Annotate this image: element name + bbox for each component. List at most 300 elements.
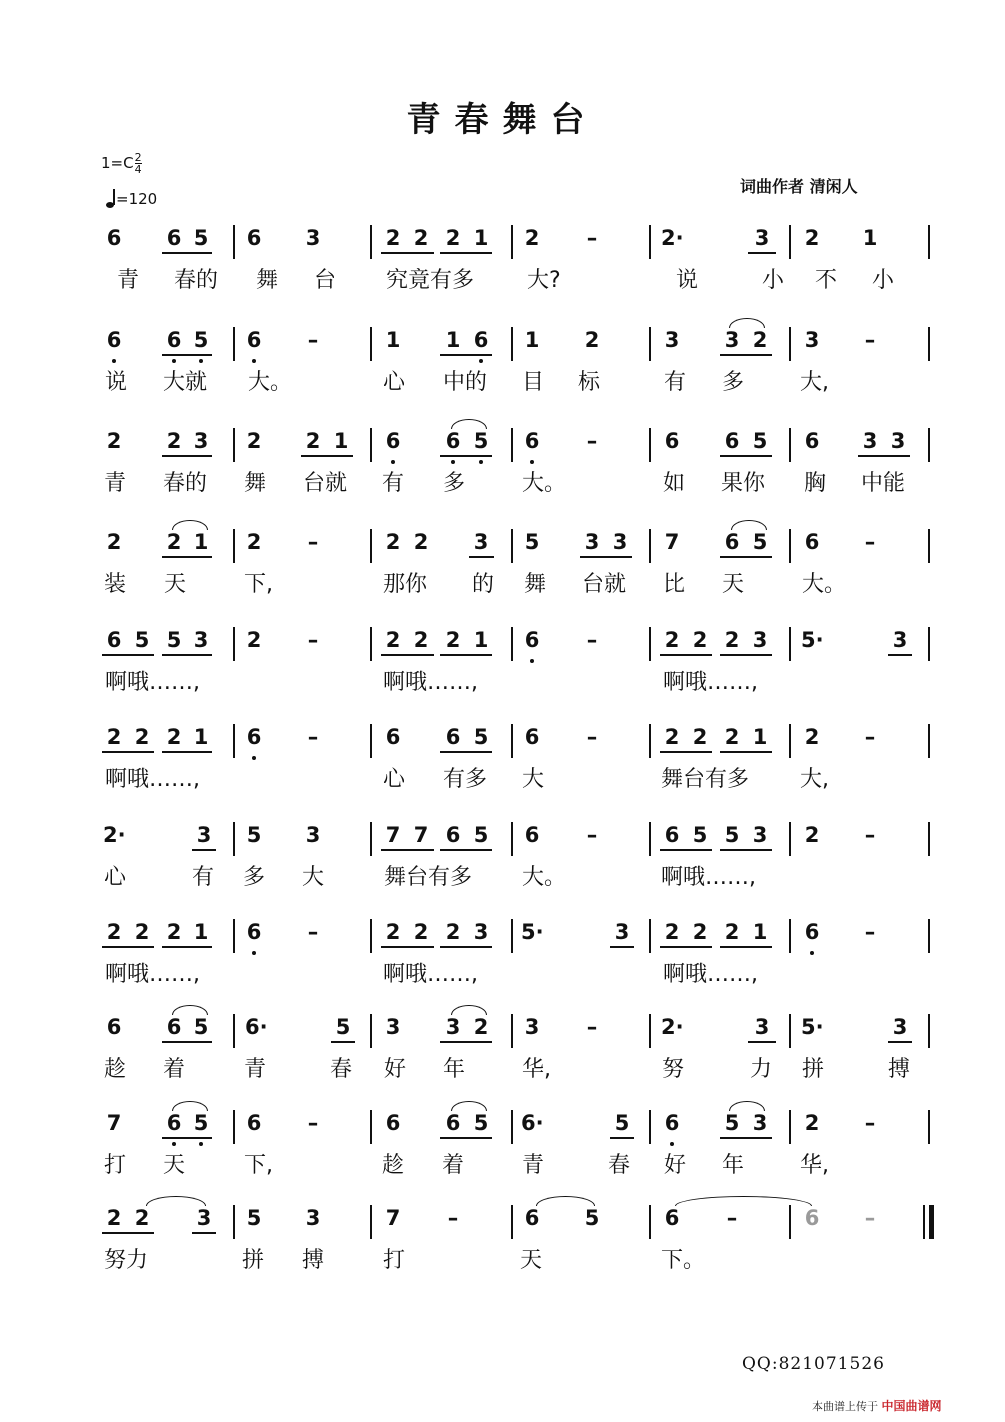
bar-line	[789, 327, 791, 361]
note: 6	[524, 725, 540, 749]
eighth-underline	[381, 849, 434, 851]
lyric: 多	[722, 370, 745, 395]
note: 3	[524, 1015, 540, 1039]
bar-line	[789, 225, 791, 259]
lyric: 大就	[163, 370, 208, 395]
note: 2	[134, 1206, 150, 1230]
note: 2	[106, 920, 122, 944]
note: –	[726, 1206, 738, 1230]
lyric: 下,	[244, 572, 273, 597]
bar-line	[233, 1014, 235, 1048]
note: –	[307, 725, 319, 749]
eighth-underline	[888, 1041, 912, 1043]
note: 2	[246, 530, 262, 554]
note: 6	[473, 328, 489, 352]
bar-line	[649, 327, 651, 361]
note: 2	[473, 1015, 489, 1039]
bar-line	[233, 529, 235, 563]
bar-line	[511, 225, 513, 259]
note: 6	[445, 725, 461, 749]
note: –	[864, 725, 876, 749]
note: 5	[473, 1111, 489, 1135]
note: 6	[804, 429, 820, 453]
lyric: 啊哦……,	[105, 767, 200, 792]
note: 5·	[801, 628, 824, 652]
lyric: 青	[522, 1153, 545, 1178]
note: 2	[413, 920, 429, 944]
bar-line	[789, 1205, 791, 1239]
note: –	[307, 628, 319, 652]
key-signature	[101, 152, 142, 175]
note: 6	[445, 823, 461, 847]
bar-line	[370, 529, 372, 563]
low-octave-dot	[199, 359, 203, 363]
site-logo: 中国曲谱网	[881, 1399, 942, 1413]
lyric: 打	[383, 1248, 406, 1273]
note: 2	[692, 628, 708, 652]
note: 3	[892, 628, 908, 652]
note: 6	[804, 530, 820, 554]
bar-line	[928, 327, 930, 361]
bar-line	[370, 627, 372, 661]
time-signature	[135, 152, 142, 175]
bar-line	[370, 1205, 372, 1239]
lyric: 啊哦……,	[383, 670, 478, 695]
bar-line	[649, 1014, 651, 1048]
low-octave-dot	[391, 460, 395, 464]
note: 6	[804, 920, 820, 944]
lyric: 大。	[522, 865, 567, 890]
note: 3	[890, 429, 906, 453]
low-octave-dot	[172, 1142, 176, 1146]
bar-line	[370, 724, 372, 758]
eighth-underline	[660, 751, 712, 753]
bar-line	[233, 919, 235, 953]
lyric: 青	[104, 471, 127, 496]
lyric: 啊哦……,	[105, 962, 200, 987]
bar-line	[370, 919, 372, 953]
note: 6	[724, 530, 740, 554]
note: 3	[196, 823, 212, 847]
low-octave-dot	[810, 951, 814, 955]
note: 5	[473, 429, 489, 453]
note: 3	[473, 530, 489, 554]
note: 3	[754, 226, 770, 250]
eighth-underline	[720, 849, 772, 851]
note: 6	[524, 628, 540, 652]
bar-line	[928, 1110, 930, 1144]
lyric: 说	[105, 370, 128, 395]
note: 6	[385, 725, 401, 749]
note: 1	[193, 920, 209, 944]
score-row	[0, 428, 1005, 508]
note: –	[447, 1206, 459, 1230]
composer-credit: 词曲作者 清闲人	[740, 177, 858, 196]
bar-line	[928, 724, 930, 758]
lyric: 舞台有多	[384, 865, 473, 890]
note: 2	[106, 1206, 122, 1230]
bar-line	[233, 822, 235, 856]
lyric: 天	[163, 1153, 186, 1178]
lyric: 青	[244, 1057, 267, 1082]
bar-line	[649, 627, 651, 661]
note: 2	[752, 328, 768, 352]
song-title: 青春舞台	[406, 100, 599, 140]
note: 3	[754, 1015, 770, 1039]
eighth-underline	[660, 654, 712, 656]
low-octave-dot	[479, 460, 483, 464]
eighth-underline	[748, 252, 776, 254]
qq-contact: QQ:821071526	[742, 1354, 885, 1374]
note: 3	[193, 429, 209, 453]
lyric: 胸	[804, 471, 827, 496]
bar-line	[649, 1110, 651, 1144]
note: 5	[193, 328, 209, 352]
lyric: 搏	[302, 1248, 325, 1273]
note: 2·	[103, 823, 126, 847]
slur	[451, 419, 487, 429]
note: 3	[862, 429, 878, 453]
note: 6	[166, 328, 182, 352]
note: 2	[724, 628, 740, 652]
eighth-underline	[720, 556, 772, 558]
tempo-mark	[106, 188, 157, 208]
note: 5	[134, 628, 150, 652]
lyric: 啊哦……,	[105, 670, 200, 695]
note: –	[864, 823, 876, 847]
eighth-underline	[720, 751, 772, 753]
eighth-underline	[102, 1232, 154, 1234]
eighth-underline	[381, 946, 434, 948]
note: 2	[524, 226, 540, 250]
lyric: 啊哦……,	[661, 865, 756, 890]
low-octave-dot	[252, 359, 256, 363]
note: 7	[385, 823, 401, 847]
bar-line	[649, 428, 651, 462]
note: 5	[193, 1015, 209, 1039]
eighth-underline	[660, 946, 712, 948]
lyric: 啊哦……,	[663, 962, 758, 987]
eighth-underline	[162, 751, 212, 753]
lyric: 年	[443, 1057, 466, 1082]
note: –	[586, 1015, 598, 1039]
eighth-underline	[192, 849, 216, 851]
eighth-underline	[162, 1041, 212, 1043]
eighth-underline	[440, 455, 492, 457]
note: 6	[445, 1111, 461, 1135]
bar-line	[789, 1110, 791, 1144]
note: 1	[385, 328, 401, 352]
bar-line	[370, 225, 372, 259]
note: 6	[246, 226, 262, 250]
lyric: 不	[815, 268, 838, 293]
low-octave-dot	[670, 1142, 674, 1146]
lyric: 春的	[174, 268, 219, 293]
bar-line	[649, 1205, 651, 1239]
note: 2	[134, 920, 150, 944]
note: 6	[445, 429, 461, 453]
low-octave-dot	[451, 460, 455, 464]
slur	[172, 520, 208, 530]
time-bottom: 4	[134, 163, 142, 176]
lyric: 打	[104, 1153, 127, 1178]
lyric: 心	[383, 767, 406, 792]
note: –	[586, 725, 598, 749]
lyric: 力	[750, 1057, 773, 1082]
score-row	[0, 724, 1005, 804]
lyric: 春	[608, 1153, 631, 1178]
eighth-underline	[162, 354, 212, 356]
note: 3	[193, 628, 209, 652]
note: 1	[473, 226, 489, 250]
score-row	[0, 919, 1005, 999]
key-prefix: 1=C	[101, 154, 134, 172]
note: 6	[664, 823, 680, 847]
lyric: 趁	[104, 1057, 127, 1082]
slur	[451, 1101, 487, 1111]
note: 6	[246, 1111, 262, 1135]
note: 6	[106, 226, 122, 250]
lyric: 啊哦……,	[383, 962, 478, 987]
note: 5	[246, 823, 262, 847]
note: 5	[692, 823, 708, 847]
slur	[675, 1196, 812, 1206]
score-row	[0, 327, 1005, 407]
lyric: 大	[302, 865, 325, 890]
eighth-underline	[720, 654, 772, 656]
note: 5	[614, 1111, 630, 1135]
eighth-underline	[162, 455, 212, 457]
lyric: 说	[676, 268, 699, 293]
bar-line	[789, 428, 791, 462]
note: –	[586, 226, 598, 250]
lyric: 拼	[242, 1248, 265, 1273]
note: 6	[166, 1015, 182, 1039]
note: 2	[166, 725, 182, 749]
note: 7	[664, 530, 680, 554]
note: 2	[804, 226, 820, 250]
note: 2	[385, 920, 401, 944]
lyric: 华,	[522, 1057, 551, 1082]
note: 2	[413, 530, 429, 554]
lyric: 有	[664, 370, 687, 395]
note: 2	[724, 725, 740, 749]
lyric: 台	[314, 268, 337, 293]
note: 2	[305, 429, 321, 453]
eighth-underline	[440, 654, 492, 656]
lyric: 春的	[163, 471, 208, 496]
note: 2	[445, 920, 461, 944]
note: 6	[524, 1206, 540, 1230]
note: 2·	[661, 1015, 684, 1039]
lyric: 有多	[443, 767, 488, 792]
note: 2	[804, 1111, 820, 1135]
bar-line	[928, 822, 930, 856]
lyric: 大,	[800, 767, 829, 792]
lyric: 春	[330, 1057, 353, 1082]
note: 1	[193, 725, 209, 749]
lyric: 好	[384, 1057, 407, 1082]
lyric: 天	[722, 572, 745, 597]
note: 2	[664, 920, 680, 944]
bar-line	[928, 428, 930, 462]
lyric: 如	[663, 471, 686, 496]
lyric: 着	[163, 1057, 186, 1082]
note: 3	[305, 1206, 321, 1230]
eighth-underline	[440, 354, 492, 356]
eighth-underline	[102, 751, 154, 753]
lyric: 下,	[244, 1153, 273, 1178]
note: –	[307, 328, 319, 352]
note: –	[586, 823, 598, 847]
lyric: 台就	[303, 471, 348, 496]
eighth-underline	[192, 1232, 216, 1234]
eighth-underline	[102, 654, 154, 656]
bar-line	[511, 529, 513, 563]
note: 1	[333, 429, 349, 453]
eighth-underline	[748, 1041, 776, 1043]
bar-line	[233, 225, 235, 259]
note: 3	[664, 328, 680, 352]
lyric: 趁	[382, 1153, 405, 1178]
note: 1	[752, 725, 768, 749]
bar-line	[649, 724, 651, 758]
note: 1	[473, 628, 489, 652]
note: 3	[804, 328, 820, 352]
eighth-underline	[162, 654, 212, 656]
note: 5·	[521, 920, 544, 944]
note: 2	[804, 725, 820, 749]
final-bar-line	[929, 1205, 934, 1239]
bar-line	[789, 627, 791, 661]
eighth-underline	[720, 354, 772, 356]
bar-line	[233, 1110, 235, 1144]
note: 3	[385, 1015, 401, 1039]
note: 3	[752, 1111, 768, 1135]
bar-line	[370, 1110, 372, 1144]
slur	[451, 1005, 487, 1015]
bar-line	[649, 822, 651, 856]
note: 5	[584, 1206, 600, 1230]
note: 2	[166, 920, 182, 944]
lyric: 下。	[661, 1248, 706, 1273]
note: 7	[106, 1111, 122, 1135]
note: 2	[445, 226, 461, 250]
note: –	[586, 628, 598, 652]
eighth-underline	[440, 849, 492, 851]
bar-line	[928, 225, 930, 259]
note: –	[864, 1111, 876, 1135]
note: 2	[584, 328, 600, 352]
lyric: 啊哦……,	[663, 670, 758, 695]
score-row	[0, 529, 1005, 609]
lyric: 的	[472, 572, 495, 597]
note: 5	[524, 530, 540, 554]
eighth-underline	[858, 455, 910, 457]
note: –	[864, 328, 876, 352]
note: 2	[246, 429, 262, 453]
bar-line	[928, 529, 930, 563]
bar-line	[511, 327, 513, 361]
note: 5	[193, 1111, 209, 1135]
note: 2	[664, 628, 680, 652]
note: 2	[385, 628, 401, 652]
lyric: 小	[762, 268, 785, 293]
eighth-underline	[301, 455, 353, 457]
note: 3	[892, 1015, 908, 1039]
eighth-underline	[440, 751, 492, 753]
note: 6	[166, 226, 182, 250]
note: –	[307, 920, 319, 944]
note: 3	[752, 628, 768, 652]
slur	[172, 1101, 208, 1111]
time-top: 2	[134, 151, 142, 164]
note: 5	[166, 628, 182, 652]
note: 5	[246, 1206, 262, 1230]
note: –	[307, 530, 319, 554]
bar-line	[370, 822, 372, 856]
eighth-underline	[440, 1041, 492, 1043]
lyric: 天	[164, 572, 187, 597]
note: 6	[524, 823, 540, 847]
bar-line	[789, 724, 791, 758]
note: –	[864, 1206, 876, 1230]
note: 2	[166, 429, 182, 453]
bar-line	[370, 1014, 372, 1048]
eighth-underline	[440, 946, 492, 948]
eighth-underline	[381, 252, 434, 254]
note: 6	[106, 1015, 122, 1039]
eighth-underline	[610, 1137, 634, 1139]
note: 6	[385, 429, 401, 453]
lyric: 大。	[248, 370, 293, 395]
note: 1	[752, 920, 768, 944]
score-row	[0, 1110, 1005, 1190]
note: 3	[724, 328, 740, 352]
slur	[536, 1196, 595, 1206]
bar-line	[233, 428, 235, 462]
eighth-underline	[162, 1137, 212, 1139]
score-row	[0, 627, 1005, 707]
bar-line	[789, 1014, 791, 1048]
eighth-underline	[720, 946, 772, 948]
lyric: 大。	[802, 572, 847, 597]
bar-line	[233, 327, 235, 361]
note: 3	[305, 823, 321, 847]
lyric: 大。	[522, 471, 567, 496]
note: 3	[614, 920, 630, 944]
lyric: 年	[722, 1153, 745, 1178]
note: 2	[166, 530, 182, 554]
eighth-underline	[888, 654, 912, 656]
bar-line	[789, 822, 791, 856]
slur	[729, 318, 765, 328]
bar-line	[370, 327, 372, 361]
footer-text: 本曲谱上传于	[812, 1400, 878, 1413]
bar-line	[511, 724, 513, 758]
note: 5	[193, 226, 209, 250]
note: –	[864, 920, 876, 944]
note: 6	[106, 628, 122, 652]
note: 2	[106, 429, 122, 453]
tempo-value: =120	[116, 190, 158, 208]
slur	[729, 1101, 765, 1111]
note: 6	[166, 1111, 182, 1135]
lyric: 比	[663, 572, 686, 597]
lyric: 有	[382, 471, 405, 496]
low-octave-dot	[252, 756, 256, 760]
note: 2	[692, 920, 708, 944]
